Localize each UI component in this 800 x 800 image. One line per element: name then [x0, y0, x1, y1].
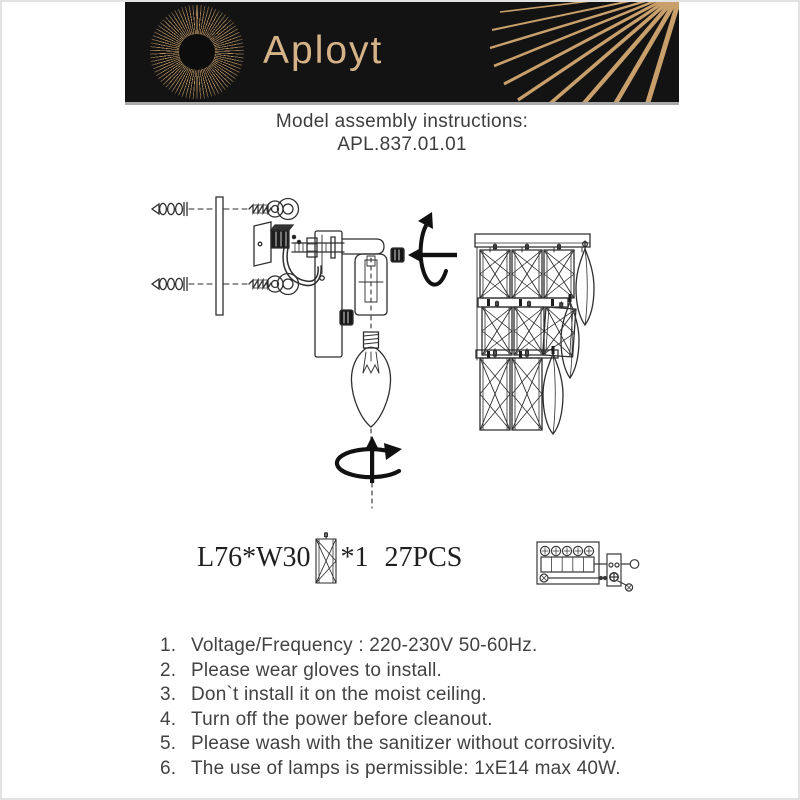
instructions-list [160, 636, 760, 784]
spec-pieces: 27PCS [384, 542, 463, 573]
instruction-item [160, 759, 760, 778]
adjustment-knob-icon [391, 248, 404, 262]
page-title: Model assembly instructions: [275, 111, 529, 132]
wiring-diagram [535, 537, 649, 597]
instruction-item [160, 734, 760, 753]
instruction-item [160, 685, 760, 704]
assembled-sconce-drawing [475, 234, 594, 434]
instruction-item [160, 710, 760, 729]
spec-dimensions: L76*W30 [197, 542, 311, 573]
sunburst-logo-icon [150, 5, 244, 99]
assembly-diagram [132, 182, 682, 532]
lamp-arm [342, 239, 384, 254]
instruction-number: 3. [160, 684, 177, 706]
terminal-block [271, 225, 301, 248]
instruction-text: Please wear gloves to install. [191, 659, 443, 681]
locking-knob-icon [340, 310, 353, 325]
mounting-strip [216, 197, 223, 315]
wall-anchor-icon [152, 203, 187, 291]
wall-plate [254, 222, 271, 266]
candle-bulb-icon [351, 332, 390, 427]
instruction-text: Voltage/Frequency : 220-230V 50-60Hz. [191, 635, 538, 656]
model-number: APL.837.01.01 [337, 134, 467, 155]
bulb-rotation-arrow-icon [337, 436, 402, 483]
screw-rotation-arrow-icon [408, 212, 457, 285]
instruction-text: The use of lamps is permissible: 1xE14 max 40W. [191, 757, 621, 779]
brand-banner [125, 2, 679, 105]
brand-name: Aployt [263, 29, 384, 72]
instruction-text: Don`t install it on the moist ceiling. [191, 684, 487, 706]
banner-rays-icon [434, 2, 679, 102]
instruction-number: 5. [160, 733, 177, 755]
instruction-item [160, 661, 760, 680]
crystal-spec [197, 531, 462, 585]
spec-quantity: *1 [340, 542, 369, 573]
instruction-number: 1. [160, 635, 177, 656]
instruction-number: 4. [160, 708, 177, 730]
instruction-text: Please wash with the sanitizer without corrosivity. [191, 733, 616, 755]
crystal-pendant-icon [313, 531, 339, 585]
instruction-text: Turn off the power before cleanout. [191, 708, 493, 730]
instruction-item [160, 636, 760, 655]
lamp-backplate [315, 231, 342, 357]
instruction-number: 6. [160, 757, 177, 779]
instruction-number: 2. [160, 659, 177, 681]
